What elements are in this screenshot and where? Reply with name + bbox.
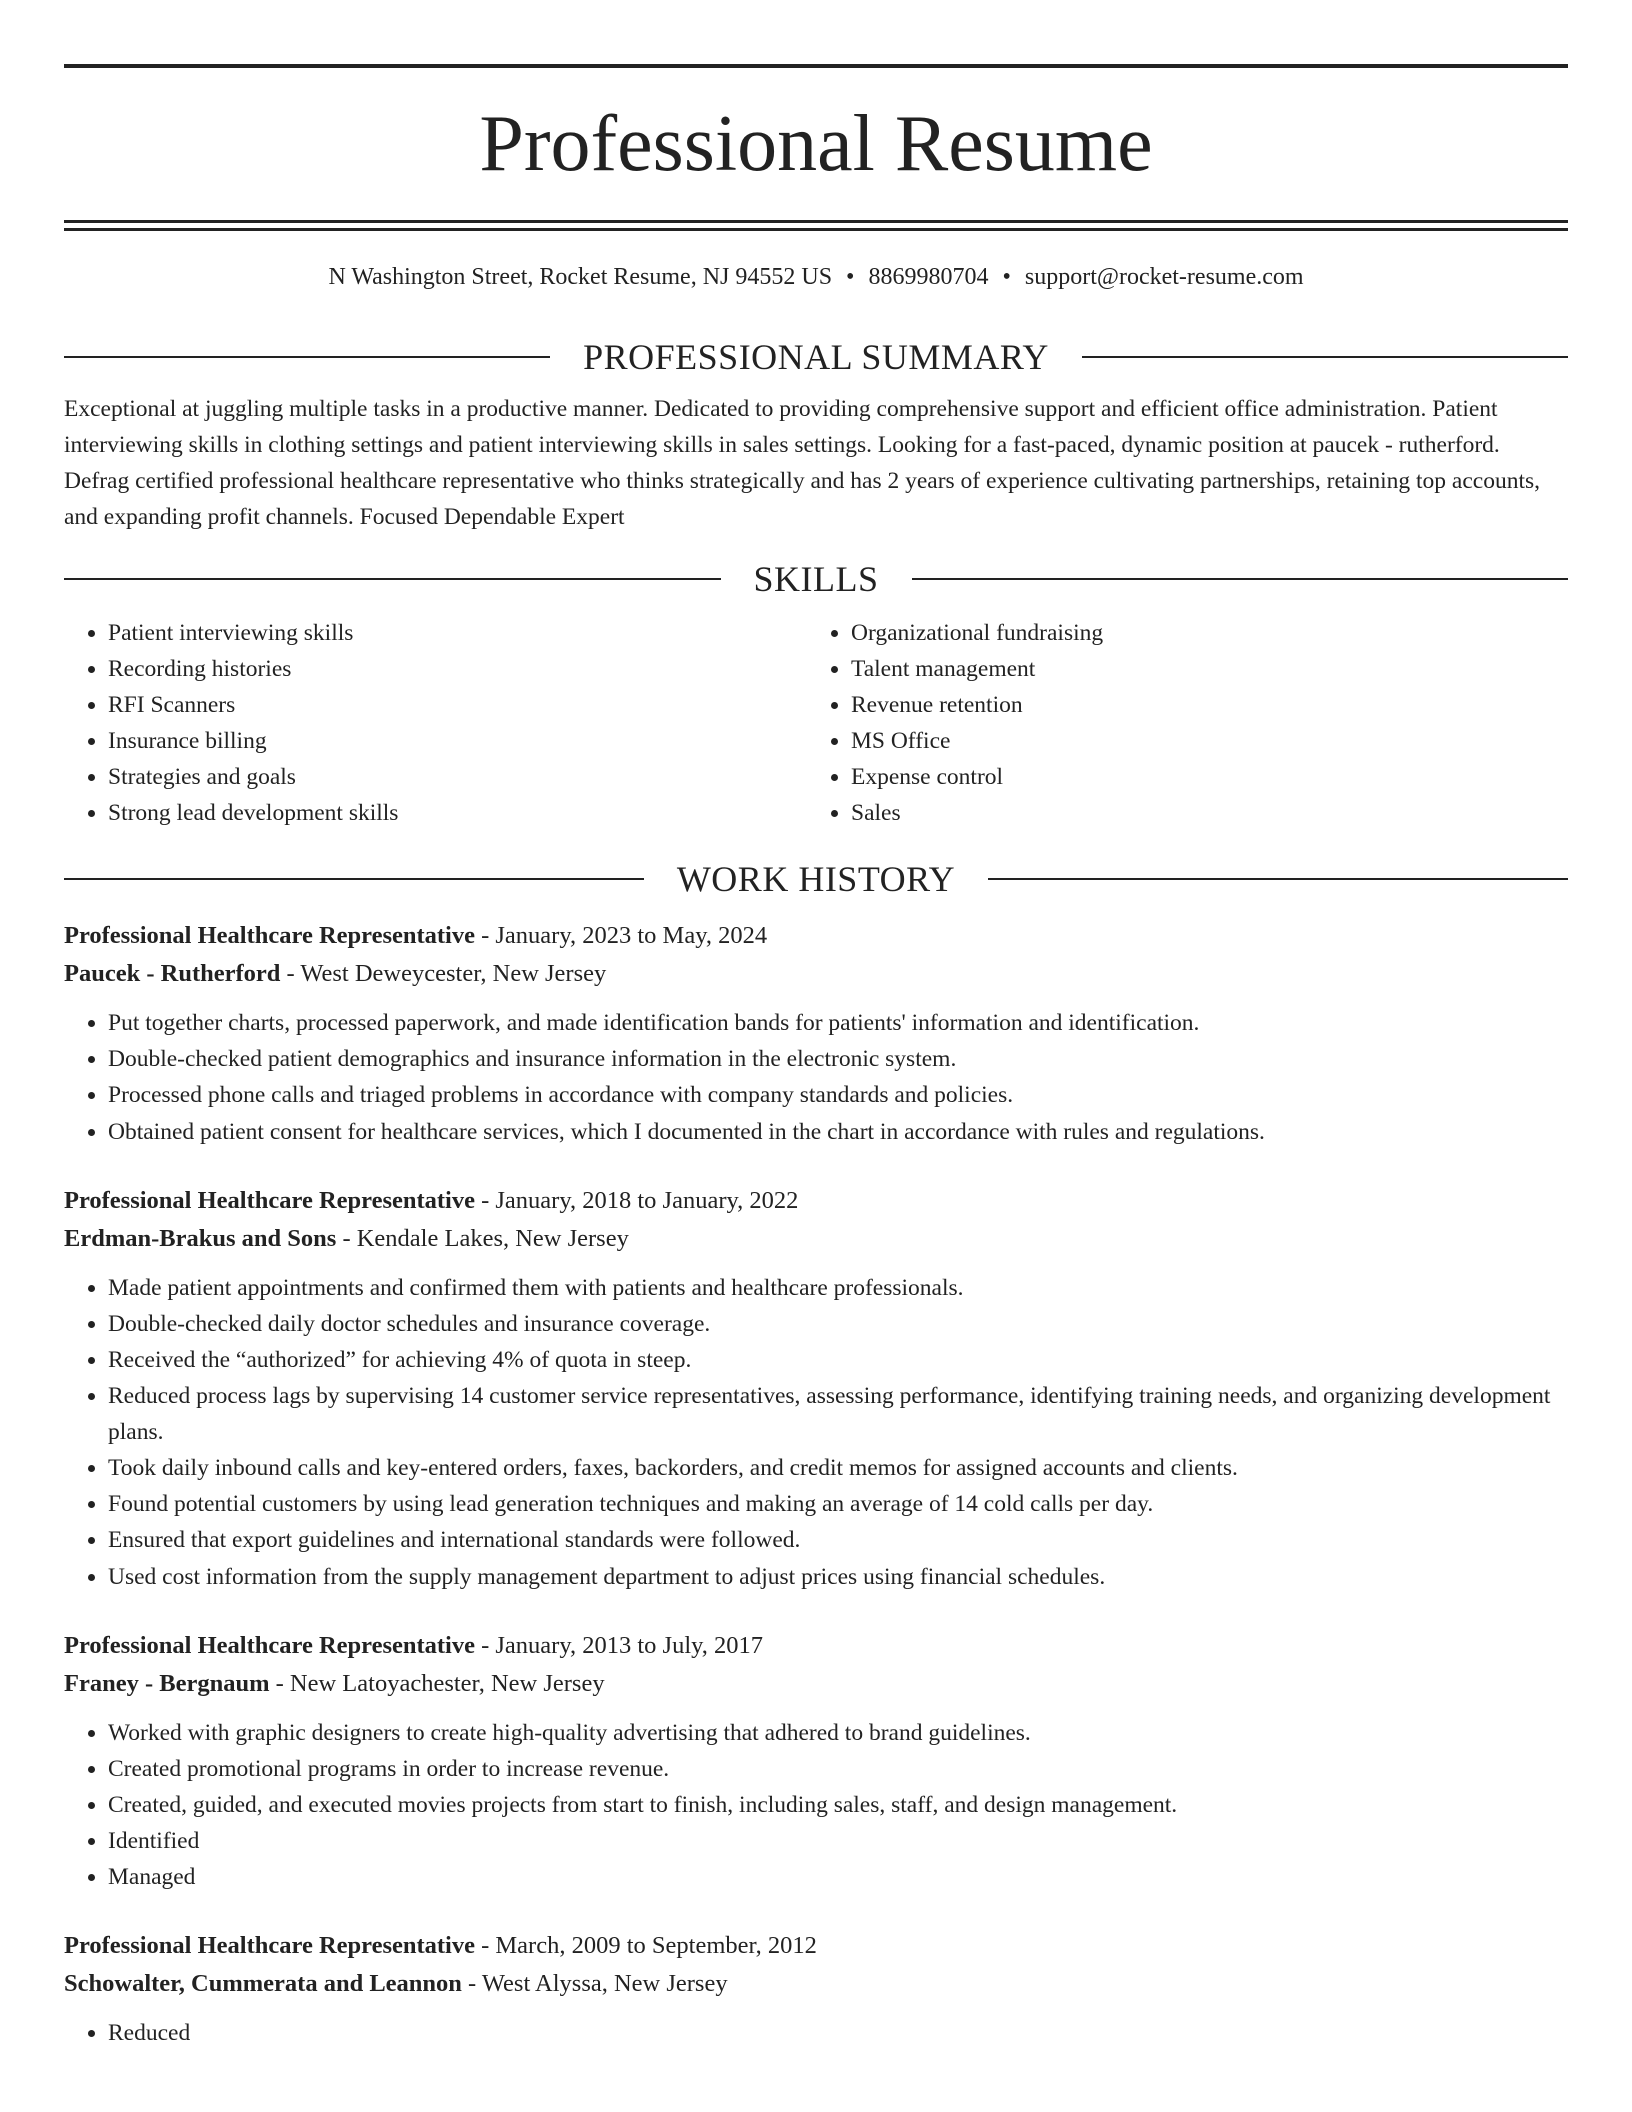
skills-column-right	[807, 615, 1550, 831]
skill-item: • Revenue retention	[851, 687, 1550, 723]
heading-rule-left	[64, 878, 644, 880]
job-company: Paucek - Rutherford	[64, 960, 281, 987]
top-rule	[64, 64, 1568, 68]
job-title-line	[64, 1627, 1568, 1665]
job-company: Schowalter, Cummerata and Leannon	[64, 1970, 462, 1997]
job-dates: - March, 2009 to September, 2012	[474, 1932, 817, 1959]
job-entry	[64, 917, 1568, 1150]
resume-title: Professional Resume	[479, 100, 1153, 188]
heading-rule-left	[64, 578, 721, 580]
job-bullet: • Put together charts, processed paperwork, and made identification bands for patients' information and identification.	[108, 1005, 1568, 1041]
skill-item: • MS Office	[851, 723, 1550, 759]
job-bullet: • Identified	[108, 1823, 1568, 1859]
skill-item: • Organizational fundraising	[851, 615, 1550, 651]
job-location: - Kendale Lakes, New Jersey	[336, 1225, 629, 1252]
title-double-rule	[64, 220, 1568, 231]
skill-item: • RFI Scanners	[108, 687, 807, 723]
heading-rule-right	[1082, 356, 1568, 358]
contact-separator: •	[846, 264, 855, 290]
job-entry	[64, 1627, 1568, 1895]
job-company-line	[64, 1220, 1568, 1258]
job-entry	[64, 1927, 1568, 2051]
job-bullets	[64, 2015, 1568, 2051]
work-heading-label: WORK HISTORY	[676, 859, 956, 899]
job-bullet: • Created, guided, and executed movies projects from start to finish, including sales, staff, and design management.	[108, 1787, 1568, 1823]
skill-item: • Insurance billing	[108, 723, 807, 759]
skills-heading	[64, 559, 1568, 599]
job-bullet: • Obtained patient consent for healthcare services, which I documented in the chart in accordance with rules and regulations.	[108, 1114, 1568, 1150]
job-bullets	[64, 1270, 1568, 1595]
skill-item: • Recording histories	[108, 651, 807, 687]
job-company-line	[64, 1665, 1568, 1703]
job-bullet: • Created promotional programs in order to increase revenue.	[108, 1751, 1568, 1787]
skill-item: • Patient interviewing skills	[108, 615, 807, 651]
job-company: Erdman-Brakus and Sons	[64, 1225, 337, 1252]
contact-phone: 8869980704	[868, 264, 989, 290]
skill-item: • Strong lead development skills	[108, 795, 807, 831]
summary-text: Exceptional at juggling multiple tasks in a productive manner. Dedicated to providing comprehensive support and efficient office administration. Patient interviewing skills in clothing settings and patient interviewing skills in sales settings. Looking for a fast-paced, dynamic position at paucek - rutherford. Defrag certified professional healthcare representative who thinks strategically and has 2 years of experience cultivating partnerships, retaining top accounts, and expanding profit channels. Focused Dependable Expert	[64, 396, 1541, 530]
job-bullet: • Used cost information from the supply management department to adjust prices using financial schedules.	[108, 1559, 1568, 1595]
job-bullet: • Double-checked daily doctor schedules and insurance coverage.	[108, 1306, 1568, 1342]
contact-separator: •	[1002, 264, 1011, 290]
contact-line	[64, 261, 1568, 293]
contact-address: N Washington Street, Rocket Resume, NJ 94552 US	[328, 264, 833, 290]
job-bullet: • Double-checked patient demographics and insurance information in the electronic system.	[108, 1041, 1568, 1077]
job-title: Professional Healthcare Representative	[64, 1187, 475, 1214]
job-bullet: • Processed phone calls and triaged problems in accordance with company standards and policies.	[108, 1077, 1568, 1113]
summary-heading-label: PROFESSIONAL SUMMARY	[583, 337, 1049, 377]
job-title-line	[64, 1182, 1568, 1220]
job-entry	[64, 1182, 1568, 1595]
job-bullet: • Received the “authorized” for achieving 4% of quota in steep.	[108, 1342, 1568, 1378]
summary-heading	[64, 337, 1568, 377]
job-bullet: • Took daily inbound calls and key-entered orders, faxes, backorders, and credit memos for assigned accounts and clients.	[108, 1450, 1568, 1486]
job-bullet: • Found potential customers by using lead generation techniques and making an average of 14 cold calls per day.	[108, 1486, 1568, 1522]
job-bullet: • Reduced	[108, 2015, 1568, 2051]
job-bullet: • Reduced process lags by supervising 14 customer service representatives, assessing performance, identifying training needs, and organizing development plans.	[108, 1378, 1568, 1450]
job-company-line	[64, 1965, 1568, 2003]
skill-item: • Strategies and goals	[108, 759, 807, 795]
job-dates: - January, 2013 to July, 2017	[474, 1632, 764, 1659]
job-bullets	[64, 1715, 1568, 1895]
job-company: Franey - Bergnaum	[64, 1670, 270, 1697]
skill-item: • Expense control	[851, 759, 1550, 795]
job-title: Professional Healthcare Representative	[64, 1632, 475, 1659]
job-location: - New Latoyachester, New Jersey	[269, 1670, 605, 1697]
skill-item: • Sales	[851, 795, 1550, 831]
heading-rule-right	[912, 578, 1569, 580]
heading-rule-right	[988, 878, 1568, 880]
job-dates: - January, 2018 to January, 2022	[474, 1187, 799, 1214]
job-bullet: • Worked with graphic designers to create high-quality advertising that adhered to brand guidelines.	[108, 1715, 1568, 1751]
heading-rule-left	[64, 356, 550, 358]
job-company-line	[64, 955, 1568, 993]
job-title: Professional Healthcare Representative	[64, 922, 475, 949]
job-location: - West Alyssa, New Jersey	[461, 1970, 728, 1997]
skills-heading-label: SKILLS	[753, 559, 879, 599]
job-dates: - January, 2023 to May, 2024	[474, 922, 768, 949]
contact-email: support@rocket-resume.com	[1024, 264, 1304, 290]
job-bullets	[64, 1005, 1568, 1150]
job-bullet: • Ensured that export guidelines and international standards were followed.	[108, 1522, 1568, 1558]
job-title-line	[64, 917, 1568, 955]
job-bullet: • Managed	[108, 1859, 1568, 1895]
job-title-line	[64, 1927, 1568, 1965]
work-heading	[64, 859, 1568, 899]
job-title: Professional Healthcare Representative	[64, 1932, 475, 1959]
skill-item: • Talent management	[851, 651, 1550, 687]
resume-page	[64, 64, 1568, 2051]
skills-column-left	[64, 615, 807, 831]
job-location: - West Deweycester, New Jersey	[280, 960, 607, 987]
job-bullet: • Made patient appointments and confirmed them with patients and healthcare professionals.	[108, 1270, 1568, 1306]
skills-list	[64, 615, 1568, 831]
